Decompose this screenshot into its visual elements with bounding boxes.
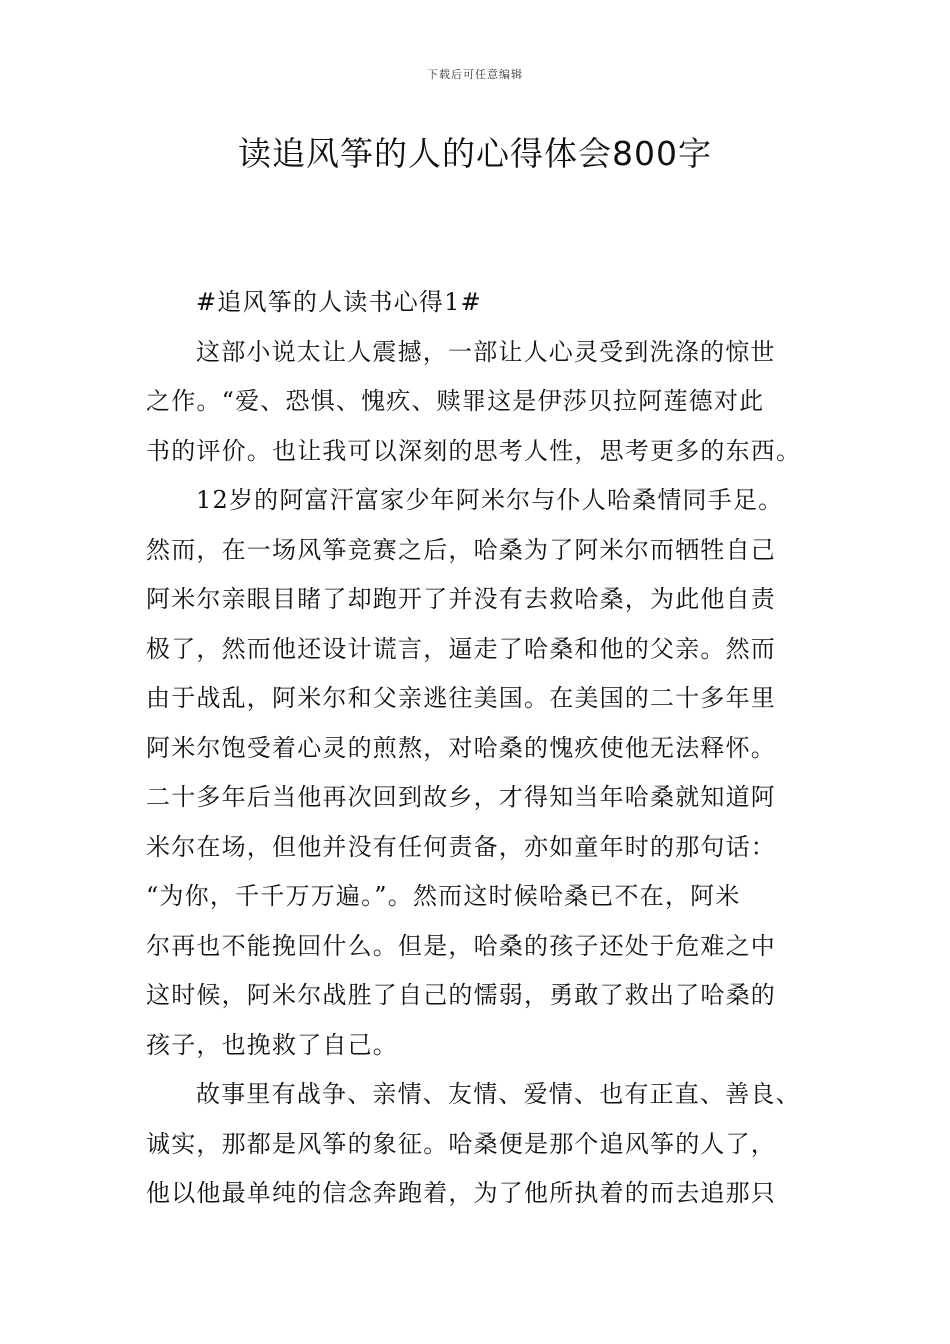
body-line: 米尔在场，但他并没有任何责备，亦如童年时的那句话： — [146, 832, 776, 861]
body-line: 尔再也不能挽回什么。但是，哈桑的孩子还处于危难之中 — [146, 931, 776, 960]
body-line: 孩子，也挽救了自己。 — [146, 1030, 398, 1059]
body-line: 这部小说太让人震撼，一部让人心灵受到洗涤的惊世 — [196, 337, 776, 366]
body-line: 12岁的阿富汗富家少年阿米尔与仆人哈桑情同手足。 — [196, 486, 784, 514]
body-line: 阿米尔亲眼目睹了却跑开了并没有去救哈桑，为此他自责 — [146, 585, 776, 613]
body-line: 然而，在一场风筝竞赛之后，哈桑为了阿米尔而牺牲自己 — [146, 535, 776, 564]
body-line: 阿米尔饱受着心灵的煎熬，对哈桑的愧疚使他无法释怀。 — [146, 733, 776, 762]
document-body — [146, 278, 816, 1219]
header-note: 下载后可任意编辑 — [427, 68, 523, 81]
body-line: 极了，然而他还设计谎言，逼走了哈桑和他的父亲。然而 — [146, 634, 776, 663]
body-line: “为你，千千万万遍。”。然而这时候哈桑已不在，阿米 — [146, 882, 741, 910]
body-line: 二十多年后当他再次回到故乡，才得知当年哈桑就知道阿 — [146, 783, 776, 811]
body-line: 书的评价。也让我可以深刻的思考人性，思考更多的东西。 — [146, 436, 802, 465]
document-title: 读追风筝的人的心得体会800字 — [238, 134, 712, 173]
body-line: 由于战乱，阿米尔和父亲逃往美国。在美国的二十多年里 — [146, 684, 776, 712]
body-line: #追风筝的人读书心得1# — [196, 288, 482, 316]
body-line: 之作。“爱、恐惧、愧疚、赎罪这是伊莎贝拉阿莲德对此 — [146, 387, 765, 415]
body-line: 诚实，那都是风筝的象征。哈桑便是那个追风筝的人了， — [146, 1129, 776, 1158]
body-line: 他以他最单纯的信念奔跑着，为了他所执着的而去追那只 — [146, 1179, 776, 1207]
body-line: 故事里有战争、亲情、友情、爱情、也有正直、善良、 — [196, 1080, 801, 1108]
body-line: 这时候，阿米尔战胜了自己的懦弱，勇敢了救出了哈桑的 — [146, 981, 776, 1009]
